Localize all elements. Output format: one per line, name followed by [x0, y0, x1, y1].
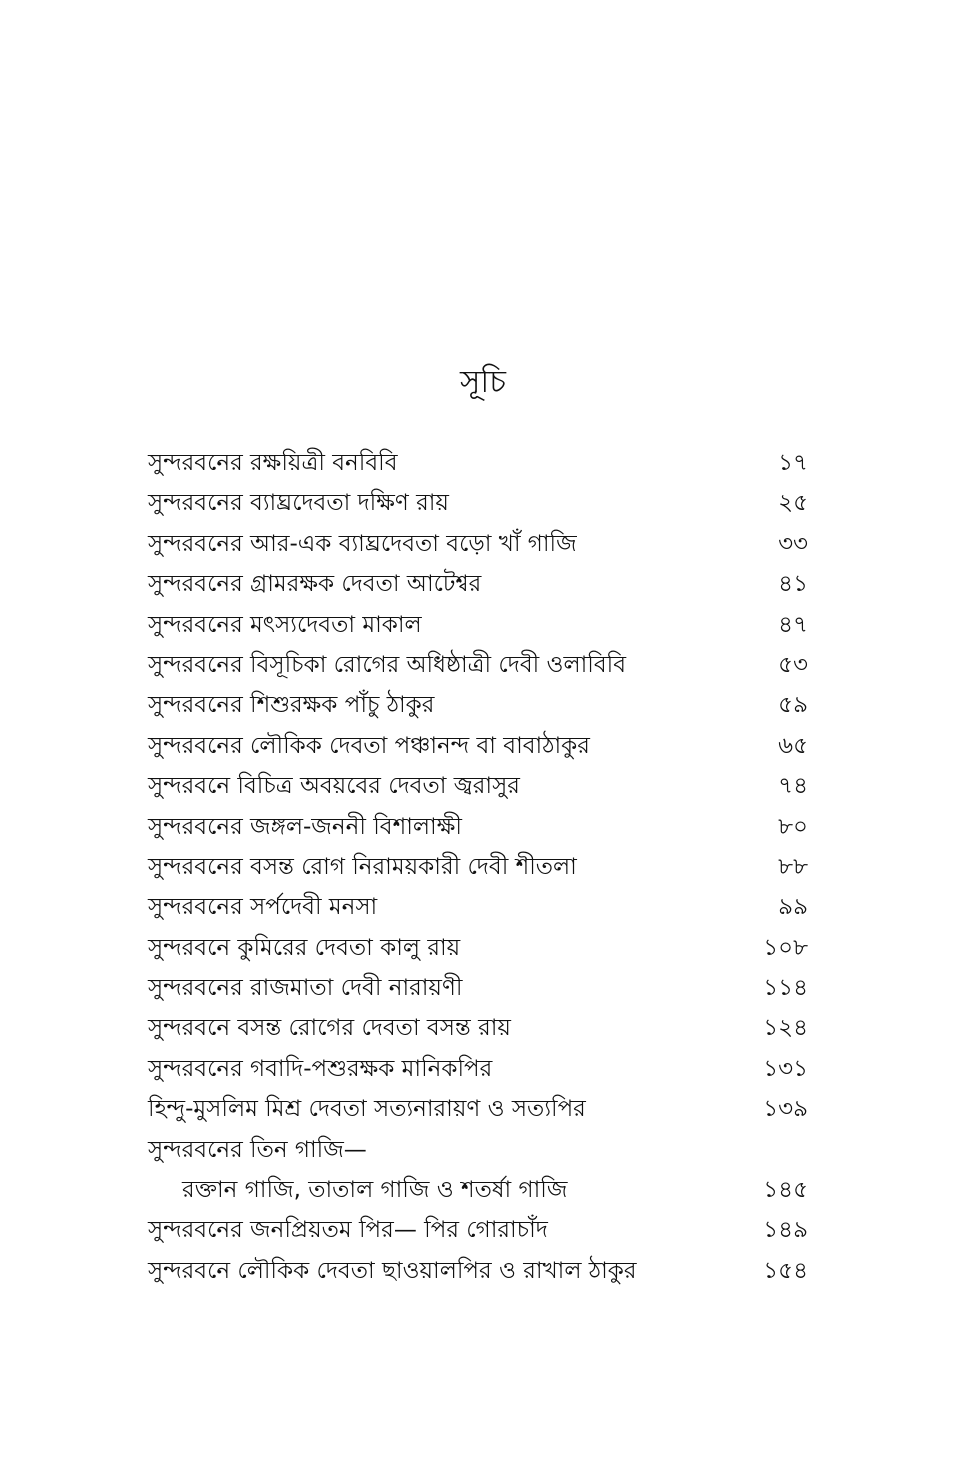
- toc-entry[interactable]: [148, 443, 808, 483]
- toc-entry-title: সুন্দরবনে বসন্ত রোগের দেবতা বসন্ত রায়: [148, 1015, 511, 1042]
- toc-entry[interactable]: [148, 968, 808, 1008]
- toc-entry-title: সুন্দরবনের রক্ষয়িত্রী বনবিবি: [148, 450, 398, 476]
- toc-entry-title: রক্তান গাজি, তাতাল গাজি ও শতর্ষা গাজি: [182, 1177, 568, 1204]
- toc-entry-title: সুন্দরবনে কুমিরের দেবতা কালু রায়: [148, 934, 461, 961]
- toc-entry[interactable]: [148, 928, 808, 968]
- toc-entry-page: ৬৫: [778, 732, 808, 759]
- toc-entry[interactable]: [148, 847, 808, 887]
- toc-entry-title: সুন্দরবনের বসন্ত রোগ নিরাময়কারী দেবী শীতলা: [148, 853, 577, 880]
- toc-entry-page: ১৩৯: [763, 1096, 808, 1123]
- toc-entry-page: ১৩১: [763, 1055, 808, 1082]
- toc-entry-page: ১৭: [778, 450, 808, 476]
- table-of-contents: [148, 443, 808, 1291]
- toc-entry-page: ৫৯: [778, 692, 808, 719]
- toc-entry-page: ৩৩: [778, 530, 808, 557]
- toc-entry-page: ৮৮: [778, 853, 808, 880]
- toc-entry-page: ৪১: [778, 571, 808, 598]
- toc-entry-page: ১২৪: [763, 1015, 808, 1042]
- toc-entry-page: ৯৯: [778, 894, 808, 921]
- toc-entry-page: ১০৮: [763, 934, 808, 961]
- toc-entry-page: ৪৭: [778, 611, 808, 638]
- toc-entry-title: সুন্দরবনের সর্পদেবী মনসা: [148, 894, 378, 921]
- toc-entry-title: সুন্দরবনের জনপ্রিয়তম পির— পির গোরাচাঁদ: [148, 1217, 548, 1244]
- toc-entry[interactable]: [148, 1170, 808, 1210]
- toc-entry[interactable]: [148, 1049, 808, 1089]
- toc-entry-title: সুন্দরবনের বিসূচিকা রোগের অধিষ্ঠাত্রী দেবী ওলাবিবি: [148, 651, 627, 678]
- toc-entry-title: সুন্দরবনের গ্রামরক্ষক দেবতা আটেশ্বর: [148, 571, 482, 598]
- toc-entry-page: ১১৪: [763, 975, 808, 1002]
- toc-entry[interactable]: [148, 726, 808, 766]
- toc-entry-page: ১৪৫: [763, 1177, 808, 1204]
- toc-entry[interactable]: [148, 807, 808, 847]
- toc-entry-title: সুন্দরবনে বিচিত্র অবয়বের দেবতা জ্বরাসুর: [148, 773, 520, 800]
- toc-entry[interactable]: [148, 685, 808, 725]
- toc-entry-title: সুন্দরবনের গবাদি-পশুরক্ষক মানিকপির: [148, 1055, 493, 1082]
- toc-entry-title: সুন্দরবনের আর-এক ব্যাঘ্রদেবতা বড়ো খাঁ গাজি: [148, 530, 577, 557]
- toc-entry-page: ১৪৯: [763, 1217, 808, 1244]
- toc-entry[interactable]: [148, 483, 808, 523]
- toc-entry-title: হিন্দু-মুসলিম মিশ্র দেবতা সত্যনারায়ণ ও সত্যপির: [148, 1096, 586, 1123]
- toc-entry[interactable]: [148, 564, 808, 604]
- toc-entry[interactable]: [148, 1089, 808, 1129]
- toc-entry-page: ৫৩: [778, 651, 808, 678]
- toc-entry-title: সুন্দরবনের রাজমাতা দেবী নারায়ণী: [148, 975, 463, 1002]
- toc-entry-title: সুন্দরবনের জঙ্গল-জননী বিশালাক্ষী: [148, 813, 462, 840]
- toc-entry-page: ৮০: [778, 813, 808, 840]
- toc-entry[interactable]: [148, 1251, 808, 1291]
- toc-entry-page: ১৫৪: [763, 1257, 808, 1284]
- toc-entry[interactable]: [148, 1008, 808, 1048]
- toc-entry[interactable]: [148, 766, 808, 806]
- toc-entry-title: সুন্দরবনের লৌকিক দেবতা পঞ্চানন্দ বা বাবাঠাকুর: [148, 732, 590, 759]
- toc-entry-title: সুন্দরবনের মৎস্যদেবতা মাকাল: [148, 611, 422, 638]
- toc-entry-page: ৭৪: [778, 773, 808, 800]
- toc-entry[interactable]: [148, 524, 808, 564]
- toc-entry-title: সুন্দরবনের তিন গাজি—: [148, 1136, 367, 1163]
- toc-entry[interactable]: [148, 1130, 808, 1170]
- toc-entry[interactable]: [148, 645, 808, 685]
- toc-entry-title: সুন্দরবনে লৌকিক দেবতা ছাওয়ালপির ও রাখাল ঠাকুর: [148, 1257, 637, 1284]
- toc-entry-title: সুন্দরবনের শিশুরক্ষক পাঁচু ঠাকুর: [148, 692, 435, 719]
- toc-entry[interactable]: [148, 1210, 808, 1250]
- page-title: সূচি: [459, 364, 507, 400]
- toc-entry-title: সুন্দরবনের ব্যাঘ্রদেবতা দক্ষিণ রায়: [148, 490, 449, 517]
- toc-entry[interactable]: [148, 605, 808, 645]
- toc-entry-page: ২৫: [778, 490, 808, 517]
- toc-entry[interactable]: [148, 887, 808, 927]
